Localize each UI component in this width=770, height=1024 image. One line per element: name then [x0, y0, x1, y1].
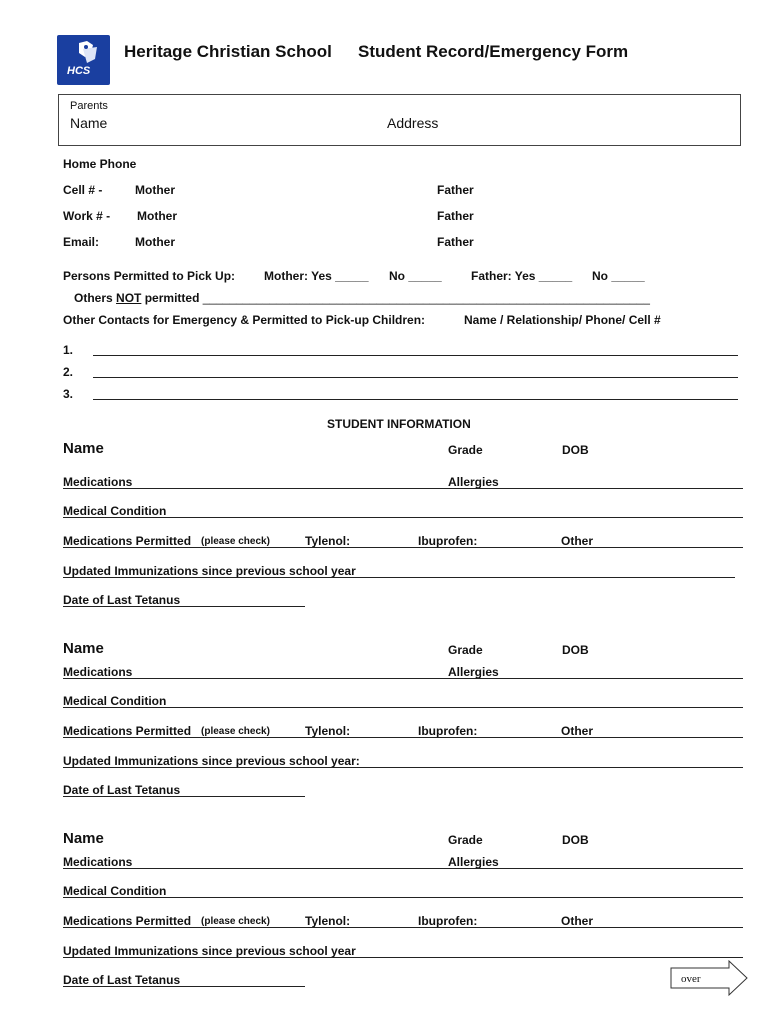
student-medical-condition-label: Medical Condition: [63, 884, 167, 898]
mascot-icon: [57, 35, 110, 85]
form-title: Student Record/Emergency Form: [358, 42, 629, 61]
fill-in-line[interactable]: [63, 868, 743, 869]
fill-in-line[interactable]: [63, 897, 743, 898]
home-phone-label: Home Phone: [63, 157, 137, 171]
contact-row-line: [93, 377, 738, 378]
student-name-label: Name: [63, 830, 104, 847]
student-name-label: Name: [63, 440, 104, 457]
student-ibuprofen-label: Ibuprofen:: [418, 914, 478, 928]
fill-in-line[interactable]: [63, 678, 743, 679]
student-ibuprofen-label: Ibuprofen:: [418, 724, 478, 738]
student-medications-label: Medications: [63, 855, 133, 869]
student-name-label: Name: [63, 640, 104, 657]
student-medications-label: Medications: [63, 665, 133, 679]
student-tylenol-label: Tylenol:: [305, 914, 351, 928]
cell-label: Cell # -: [63, 183, 103, 197]
pickup-father-no: No _____: [592, 269, 645, 283]
over-label: over: [681, 973, 701, 985]
student-meds-permitted-label: Medications Permitted: [63, 534, 192, 548]
fill-in-line[interactable]: [63, 957, 743, 958]
other-contacts-columns: Name / Relationship/ Phone/ Cell #: [464, 313, 661, 327]
student-tylenol-label: Tylenol:: [305, 724, 351, 738]
student-grade-label: Grade: [448, 643, 483, 657]
logo-text: HCS: [67, 65, 91, 77]
parents-caption: Parents: [70, 100, 108, 112]
cell-mother-label: Mother: [135, 183, 175, 197]
fill-in-line[interactable]: [63, 796, 305, 797]
fill-in-line[interactable]: [63, 577, 735, 578]
pickup-father-yes: Father: Yes _____: [471, 269, 573, 283]
school-name: Heritage Christian School: [124, 42, 332, 61]
student-immunizations-label: Updated Immunizations since previous school year: [63, 564, 356, 578]
work-father-label: Father: [437, 209, 474, 223]
fill-in-line[interactable]: [63, 767, 743, 768]
student-other-label: Other: [561, 534, 594, 548]
student-tetanus-label: Date of Last Tetanus: [63, 973, 181, 987]
student-grade-label: Grade: [448, 833, 483, 847]
email-father-label: Father: [437, 235, 474, 249]
student-tylenol-label: Tylenol:: [305, 534, 351, 548]
please-check-note: (please check): [201, 726, 270, 737]
fill-in-line[interactable]: [63, 707, 743, 708]
student-meds-permitted-label: Medications Permitted: [63, 724, 192, 738]
student-meds-permitted-label: Medications Permitted: [63, 914, 192, 928]
student-allergies-label: Allergies: [448, 855, 499, 869]
fill-in-line[interactable]: [63, 737, 743, 738]
student-immunizations-label: Updated Immunizations since previous school year: [63, 944, 356, 958]
student-immunizations-label: Updated Immunizations since previous school year:: [63, 754, 360, 768]
email-label: Email:: [63, 235, 100, 249]
fill-in-line[interactable]: [63, 986, 305, 987]
contact-row-number: 2.: [63, 365, 74, 379]
please-check-note: (please check): [201, 916, 270, 927]
fill-in-line[interactable]: [63, 488, 743, 489]
cell-father-label: Father: [437, 183, 474, 197]
fill-in-line[interactable]: [63, 606, 305, 607]
pickup-mother-no: No _____: [389, 269, 442, 283]
student-ibuprofen-label: Ibuprofen:: [418, 534, 478, 548]
student-medical-condition-label: Medical Condition: [63, 504, 167, 518]
contact-row-line: [93, 399, 738, 400]
pickup-mother-yes: Mother: Yes _____: [264, 269, 369, 283]
work-label: Work # -: [63, 209, 111, 223]
student-grade-label: Grade: [448, 443, 483, 457]
please-check-note: (please check): [201, 536, 270, 547]
email-mother-label: Mother: [135, 235, 175, 249]
fill-in-line[interactable]: [63, 547, 743, 548]
contact-row-number: 1.: [63, 343, 74, 357]
contact-row-number: 3.: [63, 387, 74, 401]
student-dob-label: DOB: [562, 643, 589, 657]
contact-row-line: [93, 355, 738, 356]
parents-name-label: Name: [70, 115, 108, 131]
student-allergies-label: Allergies: [448, 475, 499, 489]
other-contacts-label: Other Contacts for Emergency & Permitted to Pick-up Children:: [63, 313, 426, 327]
work-mother-label: Mother: [137, 209, 177, 223]
student-other-label: Other: [561, 914, 594, 928]
student-allergies-label: Allergies: [448, 665, 499, 679]
others-not-permitted: Others NOT permitted ___________________________________________________________________: [74, 291, 650, 305]
student-dob-label: DOB: [562, 833, 589, 847]
parents-address-label: Address: [387, 115, 439, 131]
fill-in-line[interactable]: [63, 927, 743, 928]
student-tetanus-label: Date of Last Tetanus: [63, 593, 181, 607]
student-dob-label: DOB: [562, 443, 589, 457]
student-medications-label: Medications: [63, 475, 133, 489]
student-tetanus-label: Date of Last Tetanus: [63, 783, 181, 797]
pickup-label: Persons Permitted to Pick Up:: [63, 269, 236, 283]
fill-in-line[interactable]: [63, 517, 743, 518]
school-logo: [57, 35, 110, 85]
student-info-heading: STUDENT INFORMATION: [327, 417, 471, 431]
student-other-label: Other: [561, 724, 594, 738]
student-medical-condition-label: Medical Condition: [63, 694, 167, 708]
